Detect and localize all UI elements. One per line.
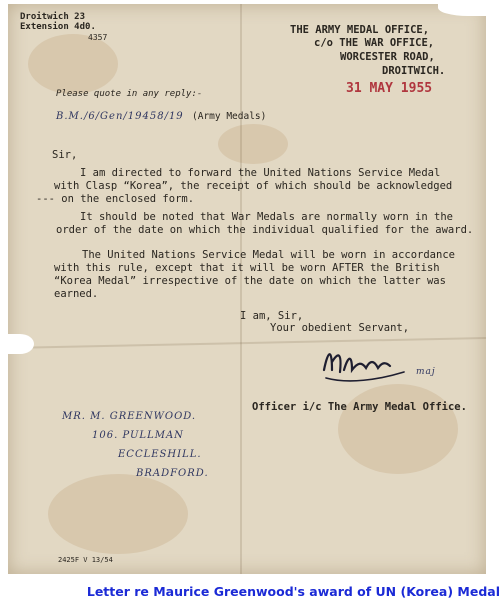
fold-line: [240, 4, 242, 574]
signatory-title: Officer i/c The Army Medal Office.: [252, 401, 467, 413]
address-line-4: DROITWICH.: [382, 65, 446, 77]
tear: [6, 334, 34, 354]
date-stamp: 31 MAY 1955: [346, 81, 433, 96]
quote-prompt: Please quote in any reply:-: [56, 89, 203, 99]
para3-line1: The United Nations Service Medal will be worn in accordance: [82, 249, 455, 261]
address-line-1: THE ARMY MEDAL OFFICE,: [290, 24, 430, 36]
para1-line3: --- on the enclosed form.: [36, 193, 195, 205]
image-caption: Letter re Maurice Greenwood's award of UN (Korea) Medal: [86, 584, 500, 599]
signature-rank: maj: [416, 367, 436, 377]
recipient-city: BRADFORD.: [136, 468, 209, 479]
para2-line2: order of the date on which the individual qualified for the award.: [56, 224, 474, 236]
signature: [318, 340, 428, 388]
para2-line1: It should be noted that War Medals are normally worn in the: [80, 211, 453, 223]
recipient-district: ECCLESHILL.: [118, 449, 202, 460]
para3-line2: with this rule, except that it will be worn AFTER the British: [54, 262, 440, 274]
para1-line1: I am directed to forward the United Nations Service Medal: [80, 167, 441, 179]
address-line-3: WORCESTER ROAD,: [340, 51, 435, 63]
stain: [338, 384, 458, 474]
closing-line-2: Your obedient Servant,: [270, 322, 410, 334]
para3-line4: earned.: [54, 288, 99, 300]
recipient-street: 106. PULLMAN: [92, 430, 184, 441]
stain: [48, 474, 188, 554]
phone-line: Droitwich 23: [20, 12, 86, 22]
salutation: Sir,: [52, 149, 78, 161]
extension-line: Extension 4d0.: [20, 22, 96, 32]
para1-line2: with Clasp “Korea”, the receipt of which should be acknowledged: [54, 180, 453, 192]
reference-dept: (Army Medals): [192, 111, 267, 122]
stain: [218, 124, 288, 164]
form-code: 2425F V 13/54: [58, 556, 113, 564]
recipient-name: MR. M. GREENWOOD.: [62, 411, 197, 422]
address-line-2: c/o THE WAR OFFICE,: [314, 37, 435, 49]
para3-line3: “Korea Medal” irrespective of the date on which the latter was: [54, 275, 446, 287]
tear: [438, 2, 488, 16]
reference-number: B.M./6/Gen/19458/19: [56, 111, 184, 122]
extension-number: 4357: [88, 33, 108, 42]
closing-line-1: I am, Sir,: [240, 310, 304, 322]
